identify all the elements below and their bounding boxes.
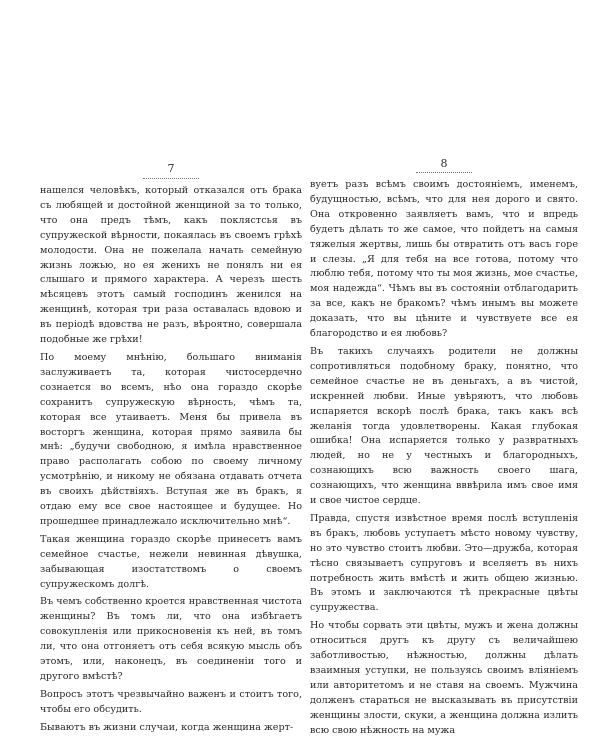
paragraph: вуетъ разъ всѣмъ своимъ достояніемъ, именемъ, будущностью, всѣмъ, что для нея дорого и свято. Она откровенно заявляетъ вамъ, что и впредь будетъ дѣлать то же самое, что пойдетъ на самыя тяжелыя жертвы, лишь бы отвратить отъ васъ горе и слезы. „Я для тебя на все готова, потому что люблю тебя, потому что ты моя жизнь, мое счастье, моя надежда“. Чѣмъ вы въ состояніи отблагодарить за все, какъ не бракомъ? чѣмъ инымъ вы можете доказать, что вы цѣните и чувствуете все ея благородство и ея любовь? — [310, 179, 578, 340]
paragraph: Но чтобы сорвать эти цвѣты, мужъ и жена должны относиться другъ къ другу съ величайшею заботливостью, нѣжностью, должны дѣлать взаимныя уступки, не пользуясь своимъ вліяніемъ или авторитетомъ и не ставя на своемъ. Мужчина долженъ стараться не высказывать въ присутствіи женщины злости, скуки, а женщина должна излить всю свою нѣжность на мужа — [310, 620, 578, 736]
page-number: 8 — [440, 157, 448, 170]
paragraph: Правда, спустя извѣстное время послѣ вступленія въ бракъ, любовь уступаетъ мѣсто новому чувству, но это чувство стоитъ любви. Это—дружба, которая тѣсно связываетъ супруговъ и вселяетъ въ нихъ потребность жить вмѣстѣ и жить общею жизнью. Въ этомъ и заключаются тѣ прекрасные цвѣты супружества. — [310, 512, 578, 614]
paragraph: нашелся человѣкъ, который отказался отъ брака съ любящей и достойной женщиной за то только, что она предъ тѣмъ, какъ поклястсья въ супружеской вѣрности, покаялась въ своемъ грѣхѣ молодости. Она не пожелала начать семейную жизнь ложью, но ея женихъ не понялъ ни ея слышаго и прямого характера. А черезъ шесть мѣсяцевъ этотъ самый господинъ женился на женщинѣ, которая три раза оставалась вдовою и въ періодѣ вдовства не разъ, вѣроятно, совершала подобные же грѣхи! — [40, 185, 302, 346]
page-text — [310, 178, 578, 739]
paragraph: Бываютъ въ жизни случаи, когда женщина жерт- — [40, 721, 294, 733]
paragraph: По моему мнѣнію, большаго вниманія заслуживаетъ та, которая чистосердечно сознается во всемъ, нѣо она гораздо скорѣе сохранитъ супружескую вѣрность, чѣмъ та, которая все утаиваетъ. Меня бы привела въ восторгъ женщина, которая прямо заявила бы мнѣ: „будучи свободною, я имѣла нравственное право располагать собою по своему личному усмотрѣнію, и никому не обязана отдавать отчета въ своихъ дѣйствіяхъ. Вступая же въ бракъ, я отдаю ему все свое настоящее и будущее. Но прошедшее принадлежало исключительно мнѣ“. — [40, 351, 302, 527]
page-text — [40, 184, 302, 736]
paragraph: Вопросъ этотъ чрезвычайно важенъ и стоитъ того, чтобы его обсудить. — [40, 688, 302, 715]
page-number: 7 — [167, 162, 175, 175]
header-rule — [143, 178, 199, 179]
header-rule — [416, 172, 472, 173]
paragraph: Такая женщина гораздо скорѣе принесетъ вамъ семейное счастье, нежели невинная дѣвушка, забывающая изостатствомъ о своемъ супружескомъ долгѣ. — [40, 533, 302, 590]
paragraph: Въ такихъ случаяхъ родители не должны сопротивляться подобному браку, понятно, что семейное счастье не въ деньгахъ, а въ чистой, искренней любви. Иные увѣряютъ, что любовь испаряется вскорѣ послѣ брака, такъ какъ всѣ желанія тогда удовлетворены. Какая глубокая ошибка! Она испаряется только у развратныхъ людей, но не у честныхъ и благородныхъ, сознающихъ всю важность своего шага, сознающихъ, что женщина вввѣрила имъ свое имя и свое чистое сердце. — [310, 345, 578, 507]
right-page — [310, 0, 578, 750]
left-page — [40, 0, 302, 750]
paragraph: Въ чемъ собственно кроется нравственная чистота женщины? Въ томъ ли, что она избѣгаетъ совокупленія или прикосновенія къ ней, въ томъ ли, что она отгоняетъ отъ себя всякую мысль объ этомъ, или, наконецъ, въ соединеніи того и другого вмѣстѣ? — [40, 596, 302, 682]
